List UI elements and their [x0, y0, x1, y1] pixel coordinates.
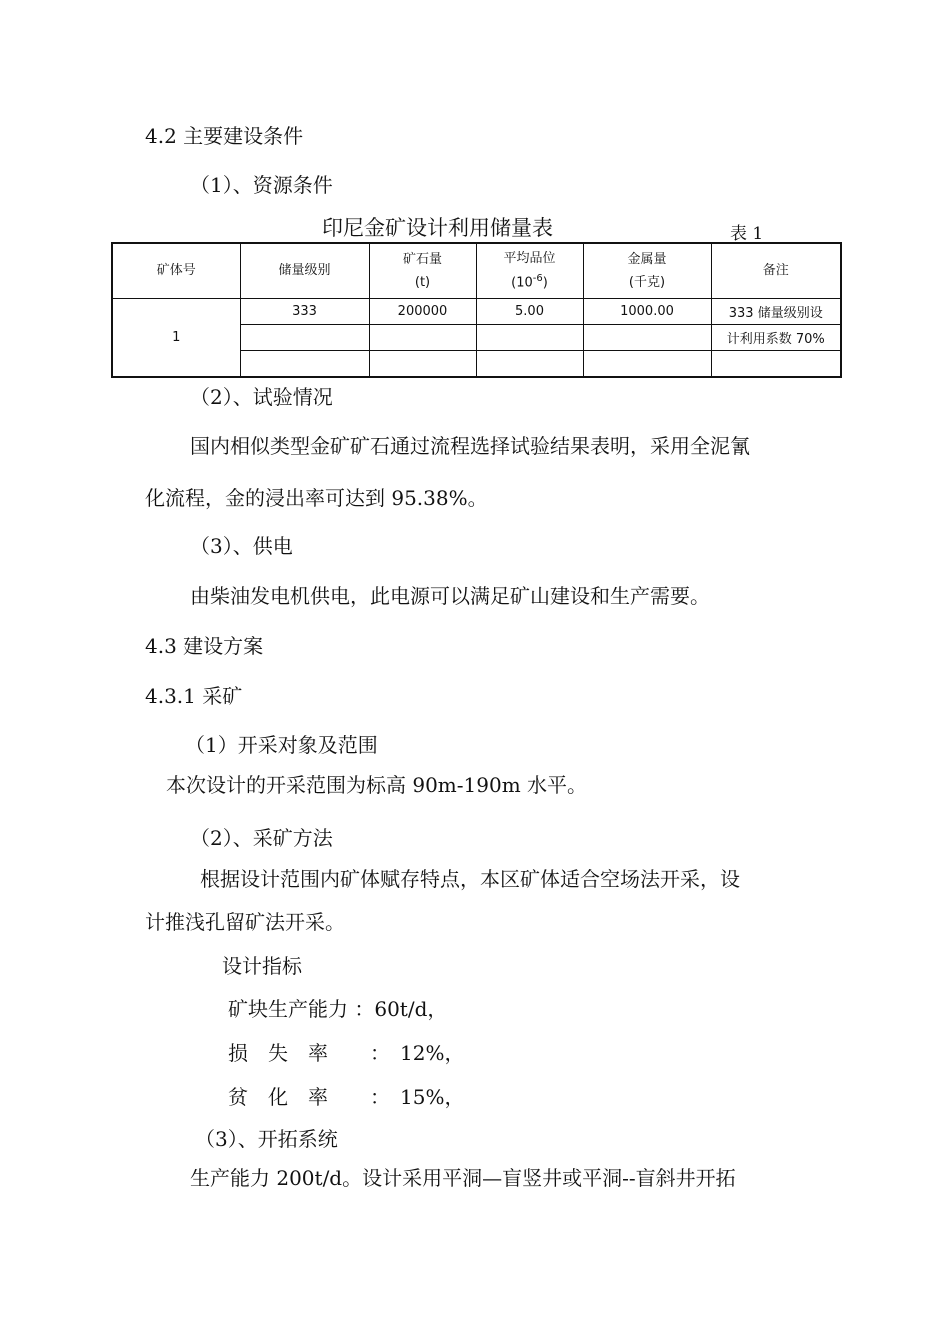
reserve-table: [111, 242, 842, 378]
test-paragraph-line-1: 国内相似类型金矿矿石通过流程选择试验结果表明，采用全泥氰: [190, 434, 750, 458]
cell-empty: [583, 325, 711, 351]
method-paragraph-line-1: 根据设计范围内矿体赋存特点，本区矿体适合空场法开采，设: [200, 867, 740, 891]
resource-heading: （1）、资源条件: [190, 173, 333, 197]
test-paragraph-line-2: 化流程，金的浸出率可达到 95.38%。: [145, 486, 488, 510]
table-row: [112, 299, 841, 325]
design-index-title: 设计指标: [222, 954, 302, 978]
cell-empty: [369, 351, 476, 378]
development-paragraph: 生产能力 200t/d。设计采用平洞—盲竖井或平洞--盲斜井开拓: [190, 1166, 736, 1190]
index-loss-value: ： 12%，: [370, 1041, 465, 1065]
cell-empty: [240, 325, 369, 351]
test-heading: （2）、试验情况: [190, 385, 333, 409]
cell-remarks-line-1: 333 储量级别设: [711, 299, 841, 325]
cell-empty: [476, 325, 583, 351]
index-dilution-label: 贫 化 率: [228, 1085, 328, 1109]
cell-empty: [240, 351, 369, 378]
header-ore-amount: [369, 243, 476, 299]
index-dilution-value: ： 15%，: [370, 1085, 465, 1109]
header-metal-amount: [583, 243, 711, 299]
cell-ore-amount: 200000: [369, 299, 476, 325]
cell-avg-grade: 5.00: [476, 299, 583, 325]
header-ore-unit: (t): [414, 275, 431, 290]
table-number: 表 1: [730, 224, 764, 244]
index-loss-label: 损 失 率: [228, 1041, 328, 1065]
power-paragraph: 由柴油发电机供电，此电源可以满足矿山建设和生产需要。: [190, 584, 710, 608]
cell-empty: [711, 351, 841, 378]
cell-empty: [369, 325, 476, 351]
index-capacity: 矿块生产能力 ：60t/d，: [228, 997, 448, 1021]
header-grade-unit-close: ): [542, 275, 548, 291]
cell-reserve-level: 333: [240, 299, 369, 325]
header-remarks: 备注: [711, 243, 841, 299]
header-body-no: 矿体号: [112, 243, 240, 299]
section-4-3-heading: 4.3 建设方案: [145, 634, 264, 658]
section-4-3-1-heading: 4.3.1 采矿: [145, 684, 243, 708]
header-avg-grade: [476, 243, 583, 299]
method-paragraph-line-2: 计推浅孔留矿法开采。: [145, 910, 345, 934]
section-4-2-heading: 4.2 主要建设条件: [145, 124, 304, 148]
header-metal-unit: (千克): [628, 275, 666, 290]
header-grade-unit: (10: [511, 275, 533, 291]
header-reserve-level: 储量级别: [240, 243, 369, 299]
scope-heading: （1）开采对象及范围: [185, 733, 378, 757]
development-heading: （3）、开拓系统: [195, 1127, 338, 1151]
cell-empty: [583, 351, 711, 378]
power-heading: （3）、供电: [190, 534, 293, 558]
header-grade-label: 平均品位: [503, 250, 556, 266]
header-grade-exponent: -6: [532, 273, 543, 285]
method-heading: （2）、采矿方法: [190, 826, 333, 850]
table-title: 印尼金矿设计利用储量表: [322, 216, 553, 240]
cell-body-no: 1: [112, 299, 240, 378]
header-metal-label: 金属量: [627, 251, 667, 267]
cell-empty: [476, 351, 583, 378]
header-ore-label: 矿石量: [402, 251, 442, 267]
cell-metal-amount: 1000.00: [583, 299, 711, 325]
scope-paragraph: 本次设计的开采范围为标高 90m-190m 水平。: [166, 773, 588, 797]
cell-remarks-line-2: 计利用系数 70%: [711, 325, 841, 351]
table-header-row: [112, 243, 841, 299]
